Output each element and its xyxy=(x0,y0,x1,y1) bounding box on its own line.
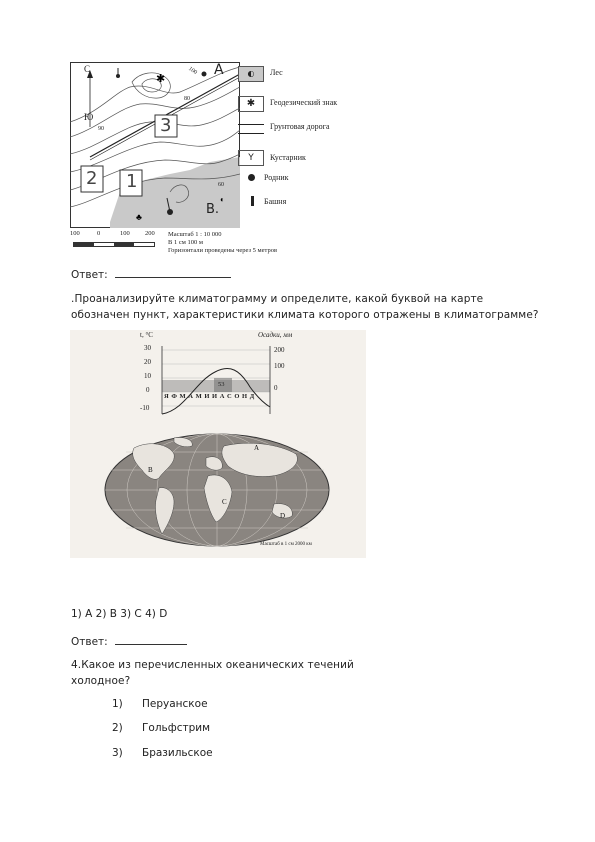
precip-unit: Осадки, мм xyxy=(258,331,293,339)
answer-2 xyxy=(71,633,187,648)
point-b-label: B. xyxy=(206,202,220,217)
y-left-tick: 30 xyxy=(144,344,151,352)
temp-unit: t, °C xyxy=(140,331,153,339)
legend-spring-label: Родник xyxy=(264,173,289,182)
option-2[interactable] xyxy=(112,722,272,736)
option-1[interactable] xyxy=(112,698,272,712)
month-labels: Я Ф М А М И И А С О Н Д xyxy=(164,393,255,400)
question-2-line-1: .Проанализируйте климатограмму и определите, какой буквой на карте xyxy=(71,293,484,305)
scale-bar xyxy=(70,230,160,250)
answer-2-field[interactable] xyxy=(115,633,187,645)
y-left-tick: 0 xyxy=(146,386,150,394)
precip-label: 53 xyxy=(218,381,225,388)
answer-1-label: Ответ: xyxy=(71,269,108,281)
scale-ruler xyxy=(73,242,155,247)
geodetic-sign-icon: ✱ xyxy=(238,96,264,112)
question-4-line-2: холодное? xyxy=(71,675,131,687)
world-map-scale: Масштаб в 1 см 2000 км xyxy=(260,542,312,547)
legend-tower-label: Башня xyxy=(264,197,287,206)
answer-1-field[interactable] xyxy=(115,266,231,278)
legend-forest-label: Лес xyxy=(270,68,283,77)
forest-icon: ◐ xyxy=(238,66,264,82)
question-2 xyxy=(71,291,571,323)
zone-1-label: 1 xyxy=(126,171,138,192)
scale-contours: Горизонтали проведены через 5 метров xyxy=(168,247,278,254)
question-4 xyxy=(71,657,391,689)
svg-text:♣: ♣ xyxy=(136,212,142,222)
answer-1 xyxy=(71,266,231,281)
map-point-d: D xyxy=(280,512,286,520)
dirt-road-icon xyxy=(238,124,264,134)
y-left-tick: 10 xyxy=(144,372,151,380)
option-1-number: 1) xyxy=(112,698,123,710)
option-3-number: 3) xyxy=(112,747,123,759)
zone-3-label: 3 xyxy=(160,115,172,136)
option-2-number: 2) xyxy=(112,722,123,734)
spring-icon xyxy=(248,174,255,181)
tower-icon xyxy=(251,196,254,206)
contour-label-80: 80 xyxy=(184,96,190,102)
scale-title: Масштаб 1 : 10 000 xyxy=(168,231,222,238)
y-left-tick: -10 xyxy=(140,404,150,412)
option-2-label: Гольфстрим xyxy=(142,722,211,734)
scale-tick: 100 xyxy=(70,230,80,237)
shrub-icon: Y xyxy=(238,150,264,166)
contour-label-60: 60 xyxy=(218,182,224,188)
climate-figure xyxy=(70,330,366,558)
legend-dirt-road-label: Грунтовая дорога xyxy=(270,122,330,131)
y-left-tick: 20 xyxy=(144,358,151,366)
options-q2: 1) A 2) B 3) C 4) D xyxy=(71,608,168,620)
scale-tick: 100 xyxy=(120,230,130,237)
legend-shrub-label: Кустарник xyxy=(270,153,306,162)
zone-2-label: 2 xyxy=(86,168,98,189)
option-3[interactable] xyxy=(112,747,272,761)
scale-cm: В 1 см 100 м xyxy=(168,239,203,246)
north-label: С xyxy=(84,64,91,74)
answer-2-label: Ответ: xyxy=(71,636,108,648)
world-map-drawing xyxy=(104,430,330,554)
question-2-line-2: обозначен пункт, характеристики климата которого отражены в климатограмме? xyxy=(71,309,539,321)
south-label: Ю xyxy=(84,112,94,122)
map-legend xyxy=(238,66,368,216)
svg-text:✱: ✱ xyxy=(156,73,166,85)
contour-label-100: 100 xyxy=(187,65,198,77)
y-right-tick: 0 xyxy=(274,384,278,392)
map-point-a: A xyxy=(254,444,260,452)
map-point-b: B xyxy=(148,466,153,474)
contour-label-90: 90 xyxy=(98,126,104,132)
scale-tick: 200 xyxy=(145,230,155,237)
y-right-tick: 200 xyxy=(274,346,285,354)
y-right-tick: 100 xyxy=(274,362,285,370)
map-point-c: C xyxy=(222,498,227,506)
point-a-label: A xyxy=(214,62,224,78)
option-1-label: Перуанское xyxy=(142,698,208,710)
world-map xyxy=(104,430,330,554)
question-4-line-1: 4.Какое из перечисленных океанических течений xyxy=(71,659,354,671)
svg-text:◐: ◐ xyxy=(220,195,225,204)
topographic-map xyxy=(70,62,240,228)
legend-geodetic-label: Геодезический знак xyxy=(270,98,338,107)
option-3-label: Бразильское xyxy=(142,747,213,759)
climatogram xyxy=(140,332,300,422)
scale-tick: 0 xyxy=(97,230,101,237)
